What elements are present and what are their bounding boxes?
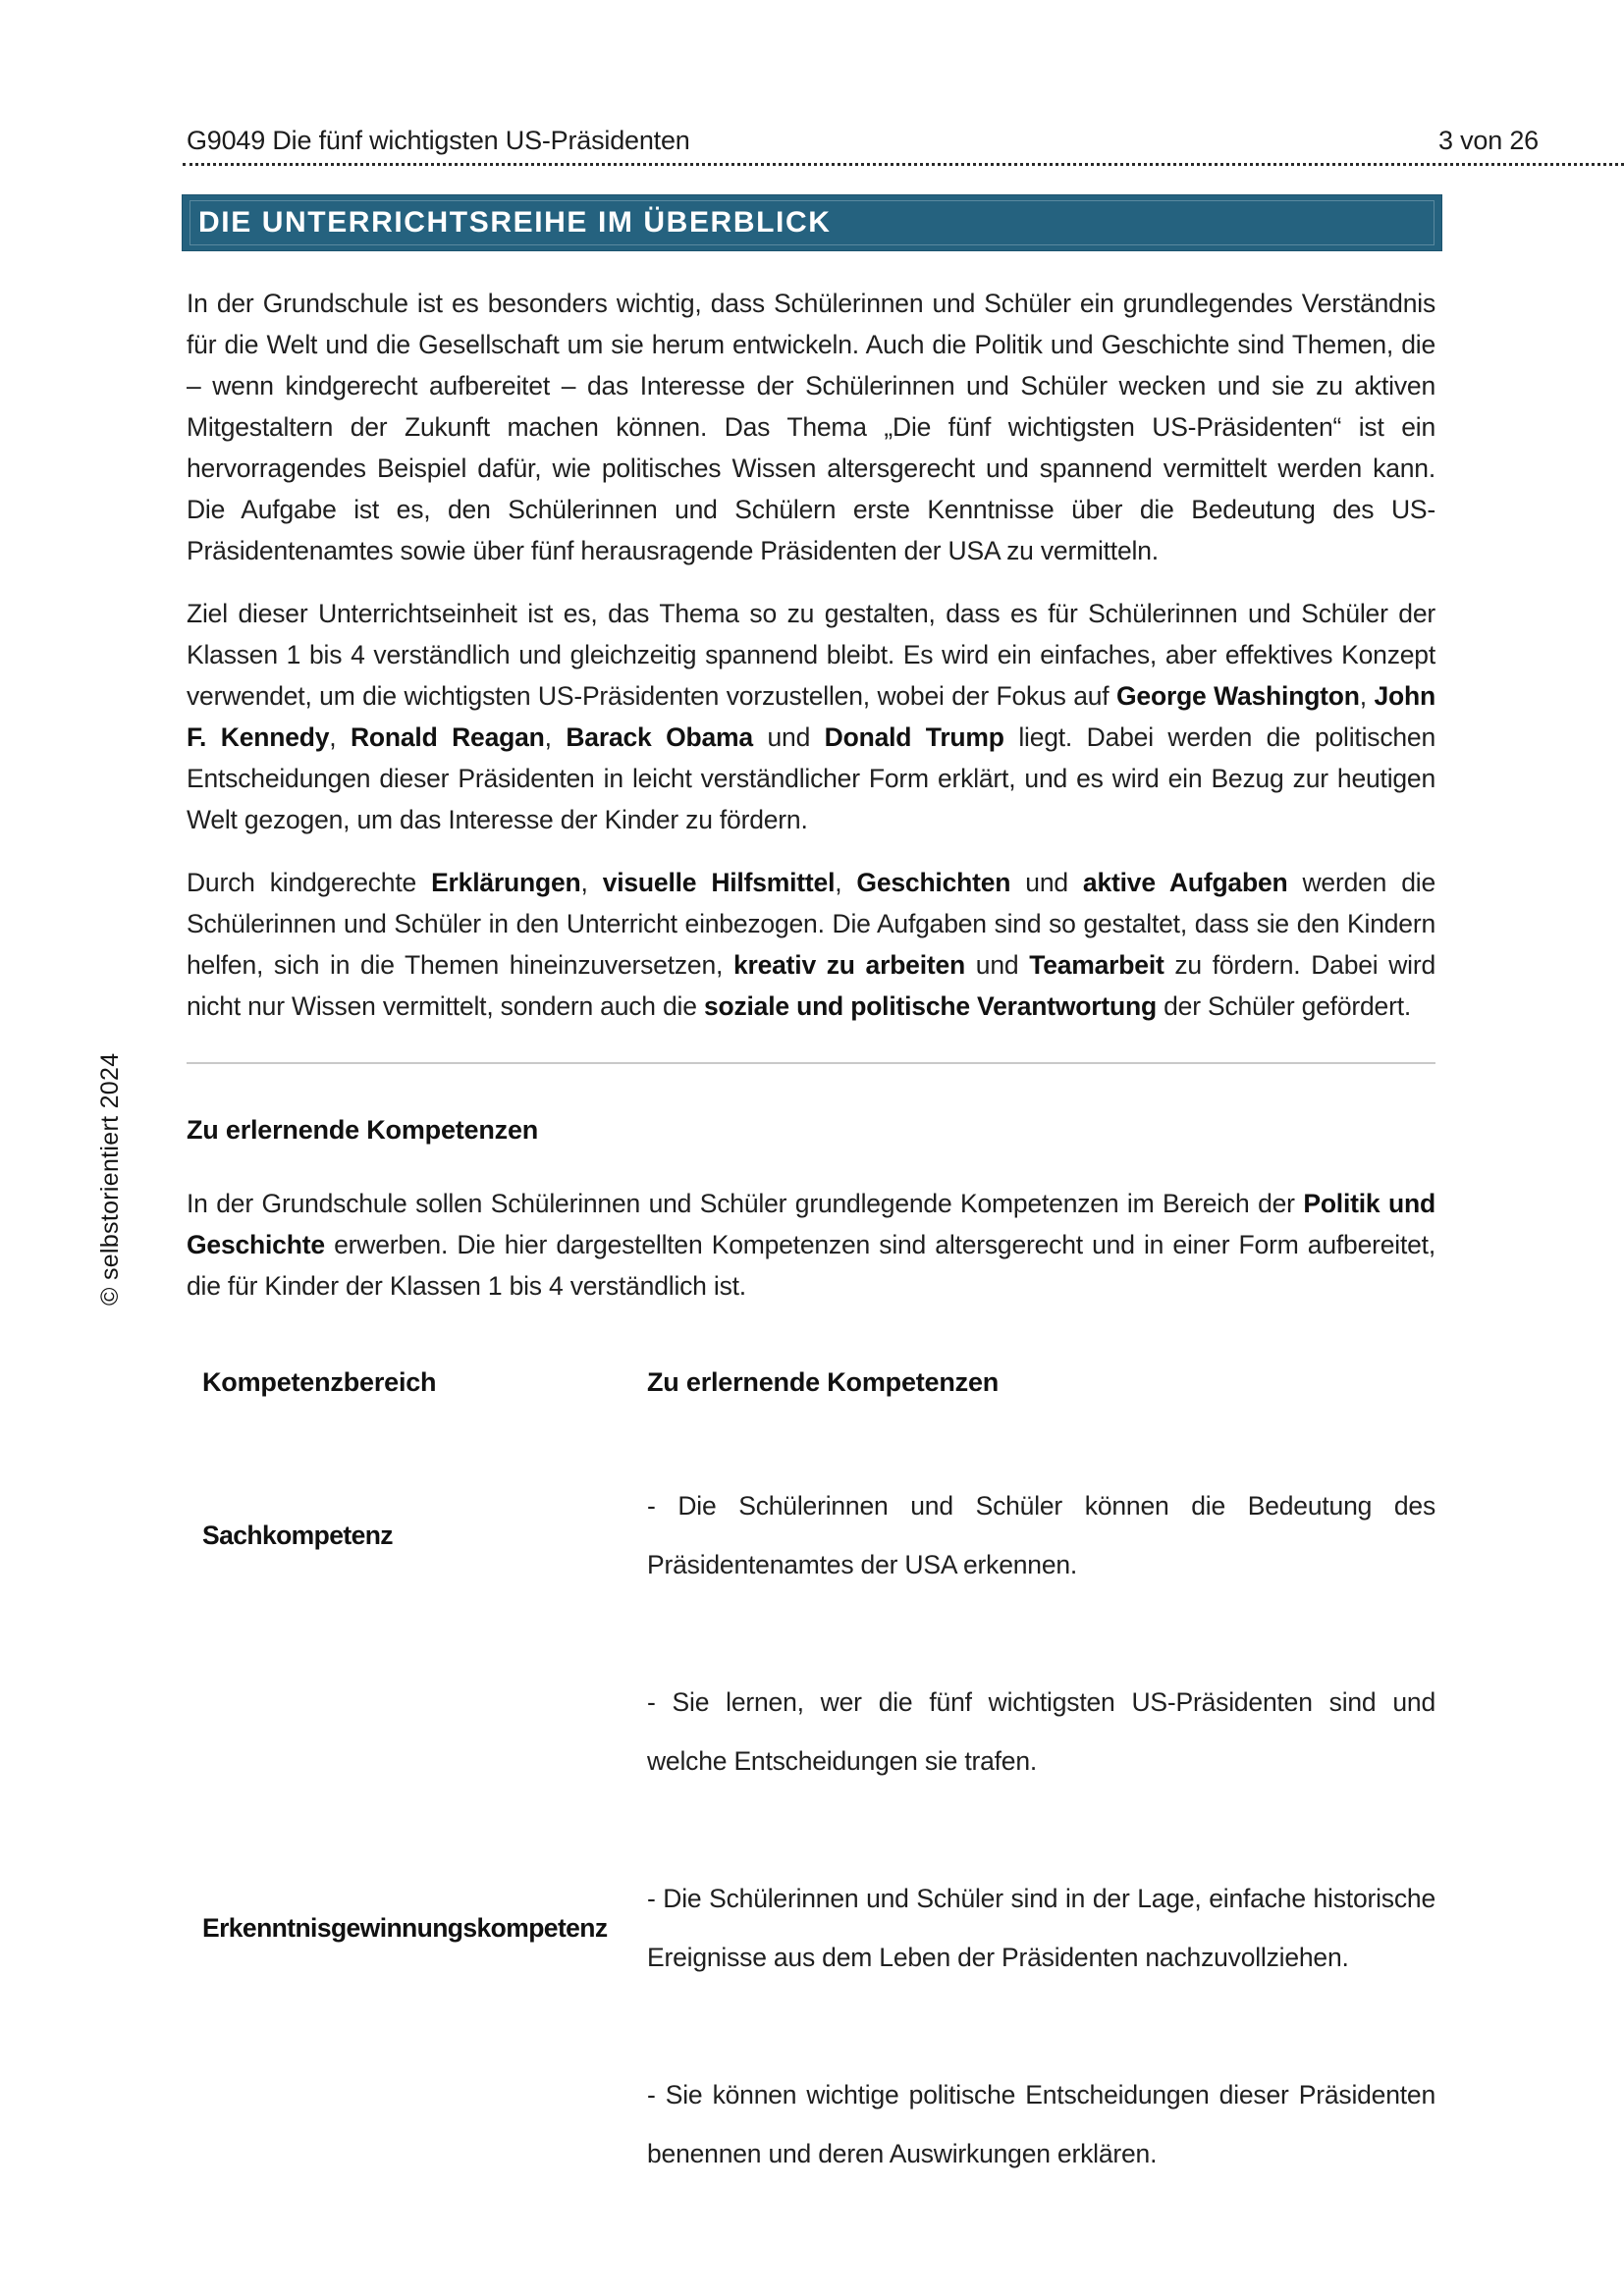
intro-paragraph-2: Ziel dieser Unterrichtseinheit ist es, das Thema so zu gestalten, dass es für Schülerinnen und Schüler der Klassen 1 bis 4 verständlich und gleichzeitig spannend bleibt. Es wird ein einfaches, aber effektives Konzept verwendet, um die wichtigsten US-Präsidenten vorzustellen, wobei der Fokus auf George Washington, John F. Kennedy, Ronald Reagan, Barack Obama und Donald Trump liegt. Dabei werden die politischen Entscheidungen dieser Präsidenten in leicht verständlicher Form erklärt, und es wird ein Bezug zur heutigen Welt gezogen, um das Interesse der Kinder zu fördern. (187, 599, 1435, 834)
competencies-heading: Zu erlernende Kompetenzen (187, 1115, 539, 1145)
competencies-table (202, 1367, 1435, 2183)
page-content (187, 283, 1435, 2183)
running-header (187, 126, 1539, 156)
header-divider (183, 163, 1624, 166)
table-header-skills: Zu erlernende Kompetenzen (647, 1367, 1000, 1397)
competency-area-label: Erkenntnisgewinnungskompetenz (202, 1912, 608, 1943)
competency-item: - Die Schülerinnen und Schüler können die Bedeutung des Präsidentenamtes der USA erkennen. (647, 1491, 1435, 1579)
page-number: 3 von 26 (1438, 126, 1539, 155)
competency-area-label: Sachkompetenz (202, 1520, 393, 1550)
section-divider (187, 1062, 1435, 1064)
competency-item: - Sie lernen, wer die fünf wichtigsten US-Präsidenten sind und welche Entscheidungen sie trafen. (647, 1687, 1435, 1776)
section-banner (182, 194, 1442, 251)
table-header-area: Kompetenzbereich (202, 1367, 437, 1397)
competencies-intro: In der Grundschule sollen Schülerinnen und Schüler grundlegende Kompetenzen im Bereich der Politik und Geschichte erwerben. Die hier dargestellten Kompetenzen sind altersgerecht und in einer Form aufbereitet, die für Kinder der Klassen 1 bis 4 verständlich ist. (187, 1189, 1435, 1301)
competency-item: - Die Schülerinnen und Schüler sind in der Lage, einfache historische Ereignisse aus dem Leben der Präsidenten nachzuvollziehen. (647, 1884, 1435, 1972)
banner-title: DIE UNTERRICHTSREIHE IM ÜBERBLICK (198, 206, 832, 239)
intro-paragraph-1: In der Grundschule ist es besonders wichtig, dass Schülerinnen und Schüler ein grundlegendes Verständnis für die Welt und die Gesellschaft um sie herum entwickeln. Auch die Politik und Geschichte sind Themen, die – wenn kindgerecht aufbereitet – das Interesse der Schülerinnen und Schüler wecken und sie zu aktiven Mitgestaltern der Zukunft machen können. Das Thema „Die fünf wichtigsten US-Präsidenten“ ist ein hervorragendes Beispiel dafür, wie politisches Wissen altersgerecht und spannend vermittelt werden kann. Die Aufgabe ist es, den Schülerinnen und Schülern erste Kenntnisse über die Bedeutung des US-Präsidentenamtes sowie über fünf herausragende Präsidenten der USA zu vermitteln. (187, 289, 1435, 565)
intro-paragraph-3: Durch kindgerechte Erklärungen, visuelle Hilfsmittel, Geschichten und aktive Aufgaben werden die Schülerinnen und Schüler in den Unterricht einbezogen. Die Aufgaben sind so gestaltet, dass sie den Kindern helfen, sich in die Themen hineinzuversetzen, kreativ zu arbeiten und Teamarbeit zu fördern. Dabei wird nicht nur Wissen vermittelt, sondern auch die soziale und politische Verantwortung der Schüler gefördert. (187, 868, 1436, 1021)
competency-item: - Sie können wichtige politische Entscheidungen dieser Präsidenten benennen und deren Auswirkungen erklären. (647, 2080, 1435, 2168)
document-title: G9049 Die fünf wichtigsten US-Präsidenten (187, 126, 690, 155)
copyright-note: © selbstorientiert 2024 (96, 1052, 124, 1306)
